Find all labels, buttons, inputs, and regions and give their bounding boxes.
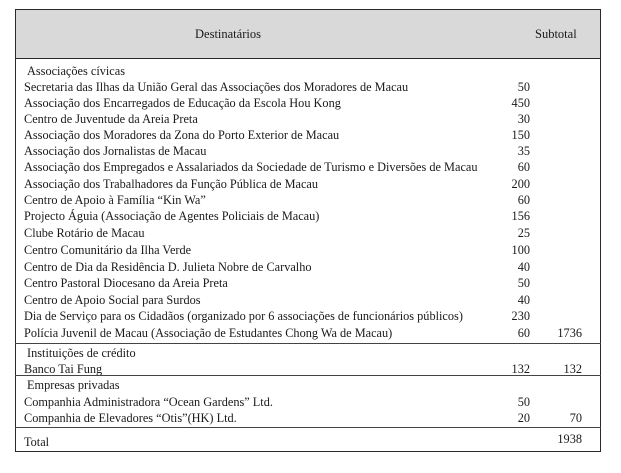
- section-subtotal: 1736: [557, 326, 582, 340]
- table-row-value: 60: [517, 160, 530, 174]
- table-row-value: 156: [511, 209, 530, 223]
- table-row-value: 30: [517, 112, 530, 126]
- table-row-name: Dia de Serviço para os Cidadãos (organizado por 6 associações de funcionários públicos): [24, 309, 463, 323]
- total-divider: [15, 427, 601, 428]
- table-row-value: 230: [511, 309, 530, 323]
- table-row-name: Centro de Dia da Residência D. Julieta Nobre de Carvalho: [24, 260, 312, 274]
- table-row-name: Clube Rotário de Macau: [24, 226, 145, 240]
- table-row-value: 35: [517, 144, 530, 158]
- table-row-value: 20: [517, 411, 530, 425]
- table-row-value: 40: [517, 260, 530, 274]
- table-row-value: 132: [511, 362, 530, 376]
- table-row-value: 150: [511, 128, 530, 142]
- total-label: Total: [24, 435, 50, 449]
- section-title: Associações cívicas: [27, 64, 125, 78]
- table-row-value: 60: [517, 193, 530, 207]
- table-row-name: Companhia Administradora “Ocean Gardens” Ltd.: [24, 395, 273, 409]
- section-divider: [15, 375, 601, 376]
- table-row-name: Projecto Águia (Associação de Agentes Policiais de Macau): [24, 209, 320, 223]
- table-row-name: Associação dos Empregados e Assalariados da Sociedade de Turismo e Diversões de Macau: [24, 160, 478, 174]
- table-row-name: Associação dos Trabalhadores da Função Pública de Macau: [24, 177, 319, 191]
- section-title: Instituições de crédito: [27, 346, 136, 360]
- table-row-value: 100: [511, 243, 530, 257]
- table-row-name: Polícia Juvenil de Macau (Associação de Estudantes Chong Wa de Macau): [24, 326, 393, 340]
- table-row-name: Centro Pastoral Diocesano da Areia Preta: [24, 276, 228, 290]
- table-row-name: Centro de Apoio à Família “Kin Wa”: [24, 193, 206, 207]
- table-row-value: 50: [517, 80, 530, 94]
- table-row-value: 50: [517, 395, 530, 409]
- table-row-name: Centro de Juventude da Areia Preta: [24, 112, 198, 126]
- table-row-name: Associação dos Moradores da Zona do Porto Exterior de Macau: [24, 128, 340, 142]
- table-row-name: Banco Tai Fung: [24, 362, 103, 376]
- header-subtotal: Subtotal: [535, 27, 577, 41]
- table-row-name: Companhia de Elevadores “Otis”(HK) Ltd.: [24, 411, 237, 425]
- table-row-value: 25: [517, 226, 530, 240]
- table-row-name: Centro de Apoio Social para Surdos: [24, 293, 201, 307]
- section-divider: [15, 343, 601, 344]
- total-value: 1938: [557, 432, 582, 446]
- section-subtotal: 70: [569, 411, 582, 425]
- section-subtotal: 132: [563, 362, 582, 376]
- table-row-value: 60: [517, 326, 530, 340]
- table-row-value: 50: [517, 276, 530, 290]
- section-title: Empresas privadas: [27, 378, 120, 392]
- table-row-name: Associação dos Jornalistas de Macau: [24, 144, 207, 158]
- table-row-value: 200: [511, 177, 530, 191]
- table-row-name: Associação dos Encarregados de Educação da Escola Hou Kong: [24, 96, 341, 110]
- table-row-value: 40: [517, 293, 530, 307]
- header-recipients: Destinatários: [195, 27, 261, 41]
- table-row-value: 450: [511, 96, 530, 110]
- table-row-name: Secretaria das Ilhas da União Geral das Associações dos Moradores de Macau: [24, 80, 409, 94]
- table-row-name: Centro Comunitário da Ilha Verde: [24, 243, 192, 257]
